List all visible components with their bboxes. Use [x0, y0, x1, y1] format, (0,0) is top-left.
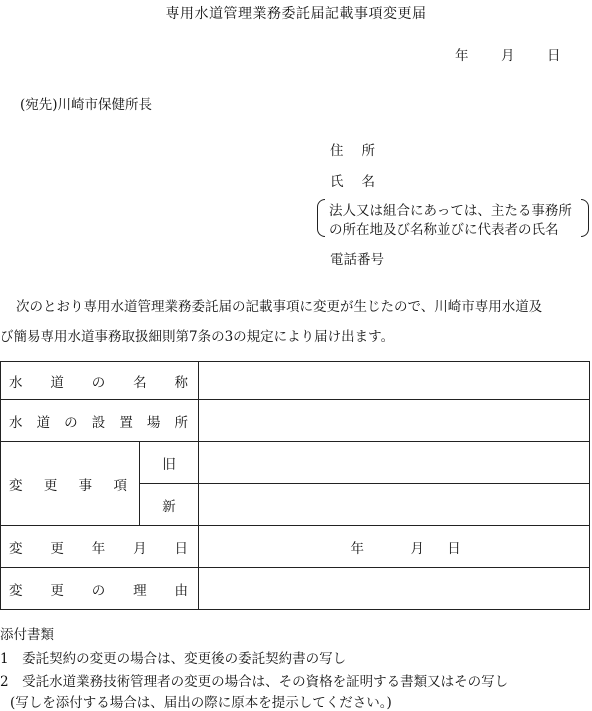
addressee: (宛先)川崎市保健所長: [20, 97, 153, 113]
value-water-name[interactable]: [199, 362, 590, 400]
corporation-note: [317, 199, 589, 237]
value-change-old[interactable]: [199, 442, 590, 484]
label-new: 新: [140, 484, 199, 526]
label-water-location: 水 道 の 設 置 場 所: [1, 400, 199, 442]
corporation-note-line-2: の所在地及び名称並びに代表者の氏名: [329, 222, 559, 238]
attachment-note: (写しを添付する場合は、届出の際に原本を提示してください。): [10, 695, 392, 711]
corporation-note-line-1: 法人又は組合にあっては、主たる事務所: [329, 203, 572, 219]
value-change-date[interactable]: [199, 526, 590, 568]
value-change-reason[interactable]: [199, 568, 590, 610]
label-old: 旧: [140, 442, 199, 484]
body-line-1: 次のとおり専用水道管理業務委託届の記載事項に変更が生じたので、川崎市専用水道及: [16, 299, 543, 315]
label-change-date: 変 更 年 月 日: [1, 526, 199, 568]
row-water-location: [1, 400, 590, 442]
change-form-table: [0, 361, 590, 610]
name-char-1: 氏: [330, 174, 344, 190]
row-change-old: [1, 442, 590, 484]
row-change-date: [1, 526, 590, 568]
value-water-location[interactable]: [199, 400, 590, 442]
phone-label: 電話番号: [330, 252, 384, 268]
attachments-heading: 添付書類: [0, 627, 54, 643]
label-change-items: 変 更 事 項: [1, 442, 140, 526]
left-bracket: [317, 199, 325, 237]
applicant-name-label: [330, 170, 375, 190]
label-change-reason: 変 更 の 理 由: [1, 568, 199, 610]
body-line-2: び簡易専用水道事務取扱細則第7条の3の規定により届け出ます。: [0, 329, 395, 345]
date-year-label: 年: [455, 48, 469, 64]
submission-date: [455, 44, 561, 64]
date-day-label: 日: [547, 48, 561, 64]
attachment-item-2: 2 受託水道業務技術管理者の変更の場合は、その資格を証明する書類又はその写し: [0, 674, 509, 690]
row-change-reason: [1, 568, 590, 610]
name-char-2: 名: [361, 174, 375, 190]
label-water-name: 水 道 の 名 称: [1, 362, 199, 400]
attachment-item-1: 1 委託契約の変更の場合は、変更後の委託契約書の写し: [0, 651, 347, 667]
change-date-month: 月: [410, 540, 424, 557]
change-date-day: 日: [447, 540, 461, 557]
date-month-label: 月: [501, 48, 515, 64]
form-title: 専用水道管理業務委託届記載事項変更届: [165, 6, 427, 22]
value-change-new[interactable]: [199, 484, 590, 526]
applicant-address-label: [330, 139, 375, 159]
address-char-1: 住: [330, 143, 344, 159]
right-bracket: [581, 199, 589, 237]
change-date-year: 年: [350, 540, 364, 557]
address-char-2: 所: [361, 143, 375, 159]
row-water-name: [1, 362, 590, 400]
